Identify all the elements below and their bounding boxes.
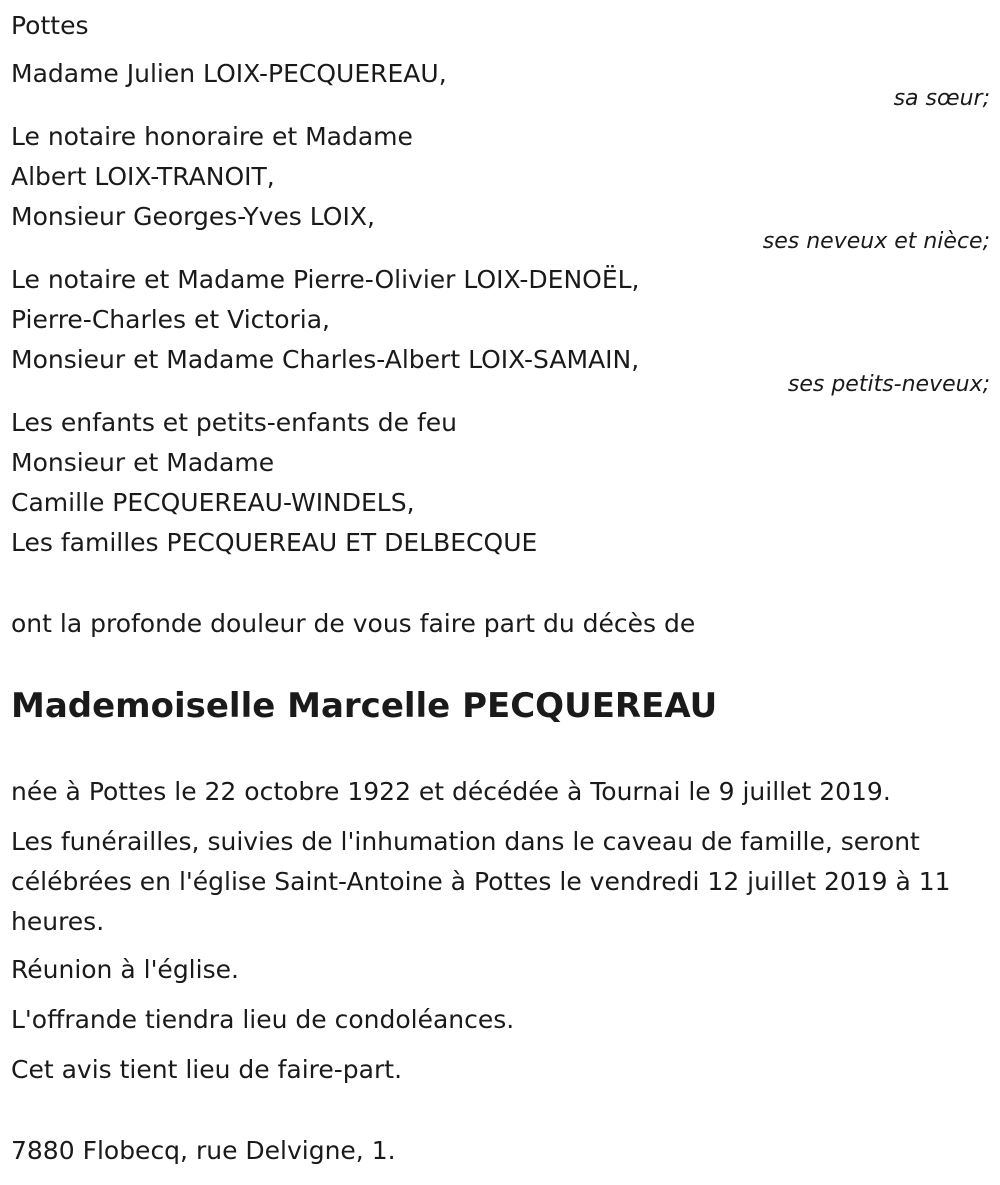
family-line: Les familles PECQUEREAU ET DELBECQUE <box>11 528 538 557</box>
relation-label: ses petits-neveux; <box>787 372 990 397</box>
family-line: Camille PECQUEREAU-WINDELS, <box>11 488 415 517</box>
location-header: Pottes <box>11 11 89 40</box>
family-line: Le notaire honoraire et Madame <box>11 122 413 151</box>
relation-label: sa sœur; <box>893 86 990 111</box>
offering-text: L'offrande tiendra lieu de condoléances. <box>11 1005 515 1034</box>
family-line: Albert LOIX-TRANOIT, <box>11 162 275 191</box>
birth-death-text: née à Pottes le 22 octobre 1922 et décédée à Tournai le 9 juillet 2019. <box>11 777 891 806</box>
family-line: Monsieur Georges-Yves LOIX, <box>11 202 375 231</box>
relation-label: ses neveux et nièce; <box>762 229 990 254</box>
family-line: Madame Julien LOIX-PECQUEREAU, <box>11 59 447 88</box>
announcement-text: ont la profonde douleur de vous faire part du décès de <box>11 609 696 638</box>
meeting-text: Réunion à l'église. <box>11 955 239 984</box>
family-line: Le notaire et Madame Pierre-Olivier LOIX-DENOËL, <box>11 265 640 294</box>
address-text: 7880 Flobecq, rue Delvigne, 1. <box>11 1136 396 1165</box>
family-line: Monsieur et Madame <box>11 448 275 477</box>
deceased-name: Mademoiselle Marcelle PECQUEREAU <box>11 686 718 726</box>
notice-text: Cet avis tient lieu de faire-part. <box>11 1055 403 1084</box>
funeral-text: Les funérailles, suivies de l'inhumation dans le caveau de famille, seront célébrées en l'église Saint-Antoine à Pottes le vendredi 12 juillet 2019 à 11 heures. <box>11 827 951 936</box>
family-line: Monsieur et Madame Charles-Albert LOIX-SAMAIN, <box>11 345 640 374</box>
family-line: Les enfants et petits-enfants de feu <box>11 408 457 437</box>
family-line: Pierre-Charles et Victoria, <box>11 305 330 334</box>
